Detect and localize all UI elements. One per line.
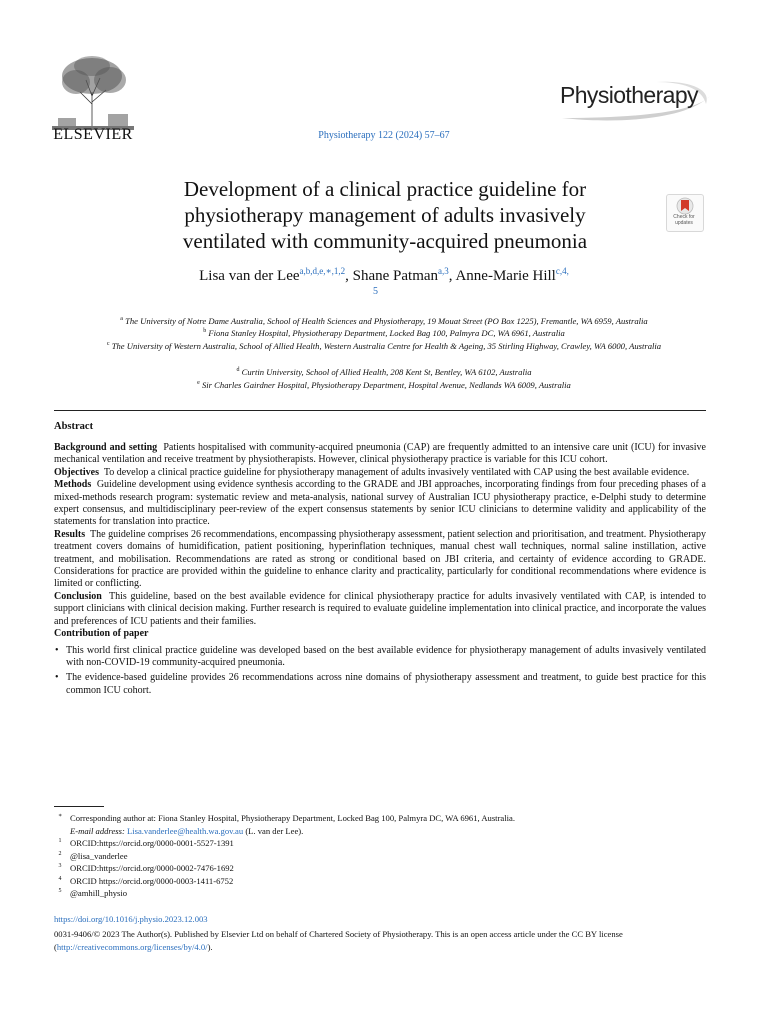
abstract-section-text: Guideline development using evidence synthesis according to the GRADE and JBI approaches, incorporating findings from four preceding phases of a mixed-methods research program: systematic review and meta-analysis, national survey of Australian ICU physiotherapy practice, e-Delphi study to determine expert consensus, and multidisciplinary peer-review of the expert consensus statements by senior ICU clinicians to determine validity and applicability of the statements for translation into practice.: [54, 479, 706, 528]
doi-link[interactable]: https://doi.org/10.1016/j.physio.2023.12.003: [54, 914, 208, 924]
author-name[interactable]: Lisa van der Lee: [199, 268, 300, 284]
affiliation-mark: a: [120, 316, 123, 322]
author-separator: ,: [448, 268, 456, 284]
contribution-list: [54, 645, 706, 698]
affiliation-text: Curtin University, School of Allied Health, 208 Kent St, Bentley, WA 6102, Australia: [241, 367, 532, 377]
license-link[interactable]: http://creativecommons.org/licenses/by/4.0/: [56, 942, 208, 952]
affiliation-mark: d: [236, 367, 240, 373]
affiliation: [54, 377, 714, 392]
publisher-name: ELSEVIER: [53, 126, 133, 143]
footnote-text: ORCID:https://orcid.org/0000-0002-7476-1692: [70, 863, 234, 873]
abstract-section: [54, 479, 706, 529]
check-for-updates-label: Check for updates: [673, 214, 695, 226]
affiliation-text: Sir Charles Gairdner Hospital, Physiotherapy Department, Hospital Avenue, Nedlands WA 6009, Australia: [201, 380, 571, 390]
footnote-text: @lisa_vanderlee: [70, 850, 128, 861]
footnote-divider: [54, 806, 104, 807]
footnote: [54, 887, 706, 900]
list-item: • The evidence-based guideline provides 26 recommendations across nine domains of physiotherapy assessment and treatment, to guide best practice for this common ICU cohort.: [66, 672, 706, 697]
abstract-section-text: Patients hospitalised with community-acquired pneumonia (CAP) are frequently admitted to an intensive care unit (ICU) for invasive mechanical ventilation and receive treatment by physiotherapists. However, clinical physiotherapy practice is variable for this ICU cohort.: [54, 442, 706, 466]
abstract-body: [54, 442, 706, 700]
abstract-section-label: Methods: [54, 479, 92, 491]
abstract-section-text: To develop a clinical practice guideline for physiotherapy management of adults invasively ventilated with CAP using the best available evidence.: [103, 466, 690, 478]
footnote-text: ORCID https://orcid.org/0000-0003-1411-6752: [70, 875, 234, 886]
abstract-section-text: The guideline comprises 26 recommendations, encompassing physiotherapy assessment, patient selection and prioritisation, and treatment. Physiotherapy treatment covers domains of humidification, patient positioning, hyperinflation techniques, manual chest wall techniques, normal saline instillation, active treatment, and mobilisation. Recommendations are rated as strong or conditional based on JBI criteria, and certainty of evidence according to GRADE. Considerations for practice are provided within the guideline to enhance clarity and practicality, particularly for conditional recommendations where evidence is limited or conflicting.: [54, 528, 706, 590]
footnote-mark: 2: [58, 850, 62, 857]
author-affiliation-marks[interactable]: a,3: [438, 266, 449, 276]
footnote-text: @amhill_physio: [70, 888, 128, 898]
abstract-section: [54, 529, 706, 591]
check-for-updates-button[interactable]: [666, 194, 704, 232]
footnote: [54, 837, 706, 850]
abstract-section: [54, 442, 706, 467]
abstract-section-label: Results: [54, 528, 86, 540]
author-list: [0, 266, 768, 285]
contribution-heading: Contribution of paper: [54, 628, 149, 640]
title-line: Development of a clinical practice guideline for: [183, 177, 587, 201]
footnote-mark: 5: [58, 888, 62, 894]
affiliation-text: The University of Notre Dame Australia, School of Health Sciences and Physiotherapy, 19 Mouat Street (PO Box 1225), Fremantle, WA 6959, Australia: [125, 316, 648, 326]
footnote: [54, 850, 706, 863]
abstract-section-label: Objectives: [54, 466, 99, 478]
affiliation-mark: e: [197, 380, 200, 386]
email-suffix: (L. van der Lee).: [245, 825, 304, 836]
abstract-section-label: Background and setting: [54, 442, 158, 453]
footnote-corresponding: [54, 812, 706, 825]
affiliation-text: Fiona Stanley Hospital, Physiotherapy Department, Locked Bag 100, Palmyra DC, WA 6961, Australia: [208, 328, 565, 338]
affiliation-mark: b: [203, 328, 207, 334]
journal-name: Physiotherapy: [560, 82, 698, 108]
email-label: E-mail address:: [70, 825, 125, 836]
copyright-suffix: ).: [207, 942, 213, 952]
article-title: [120, 176, 650, 254]
abstract-section-label: Conclusion: [54, 590, 102, 602]
affiliation-text: The University of Western Australia, School of Allied Health, Western Australia Centre for Health & Ageing, 35 Stirling Highway, Crawley, WA 6000, Australia: [111, 341, 662, 351]
footnote: [54, 862, 706, 875]
email-link[interactable]: Lisa.vanderlee@health.wa.gov.au: [126, 825, 244, 836]
footnote: [54, 875, 706, 888]
author-affiliation-marks[interactable]: a,b,d,e,∗,1,2: [299, 266, 346, 276]
title-line: ventilated with community-acquired pneumonia: [182, 229, 588, 253]
affiliation-mark: c: [106, 341, 110, 347]
copyright-text: 0031-9406/© 2023 The Author(s). Published by Elsevier Ltd on behalf of Chartered Society of Physiotherapy. This is an open access article under the CC BY license (: [54, 929, 623, 952]
footnote-mark: 1: [58, 838, 62, 844]
footnote-mark: 4: [58, 875, 62, 882]
list-item: • This world first clinical practice guideline was developed based on the best available evidence for physiotherapy management of adults invasively ventilated with non-COVID-19 community-acquired pneumonia.: [66, 645, 706, 670]
footnote-email: [54, 825, 706, 838]
author-separator: ,: [345, 268, 353, 284]
abstract-section: [54, 591, 706, 628]
footnote-mark: ∗: [57, 813, 63, 819]
title-line: physiotherapy management of adults invasively: [184, 203, 586, 227]
section-divider: [54, 410, 706, 411]
author-footnote-mark[interactable]: 5: [373, 286, 378, 297]
affiliation: [54, 338, 714, 353]
elsevier-tree-logo-icon: [52, 52, 134, 130]
journal-citation[interactable]: Physiotherapy 122 (2024) 57–67: [318, 130, 450, 141]
abstract-heading: Abstract: [54, 421, 94, 432]
footnotes: [54, 812, 706, 900]
author-affiliation-marks[interactable]: c,4,: [555, 266, 569, 276]
author-name[interactable]: Shane Patman: [352, 268, 439, 284]
copyright-notice: [54, 928, 706, 954]
abstract-section-text: This guideline, based on the best available evidence for clinical physiotherapy practice for adults invasively ventilated with CAP, is intended to support clinicians with clinical decision making. Further research is required to evaluate guideline implementation into clinical practice, and incorporate the values and preferences of ICU patients and their families.: [54, 590, 707, 627]
footnote-text: Corresponding author at: Fiona Stanley Hospital, Physiotherapy Department, Locked Bag 100, Palmyra DC, WA 6961, Australia.: [70, 813, 515, 823]
footnote-mark: 3: [58, 863, 62, 869]
abstract-section: [54, 467, 706, 479]
author-name[interactable]: Anne-Marie Hill: [455, 268, 556, 284]
footnote-text: ORCID:https://orcid.org/0000-0001-5527-1391: [70, 838, 234, 848]
